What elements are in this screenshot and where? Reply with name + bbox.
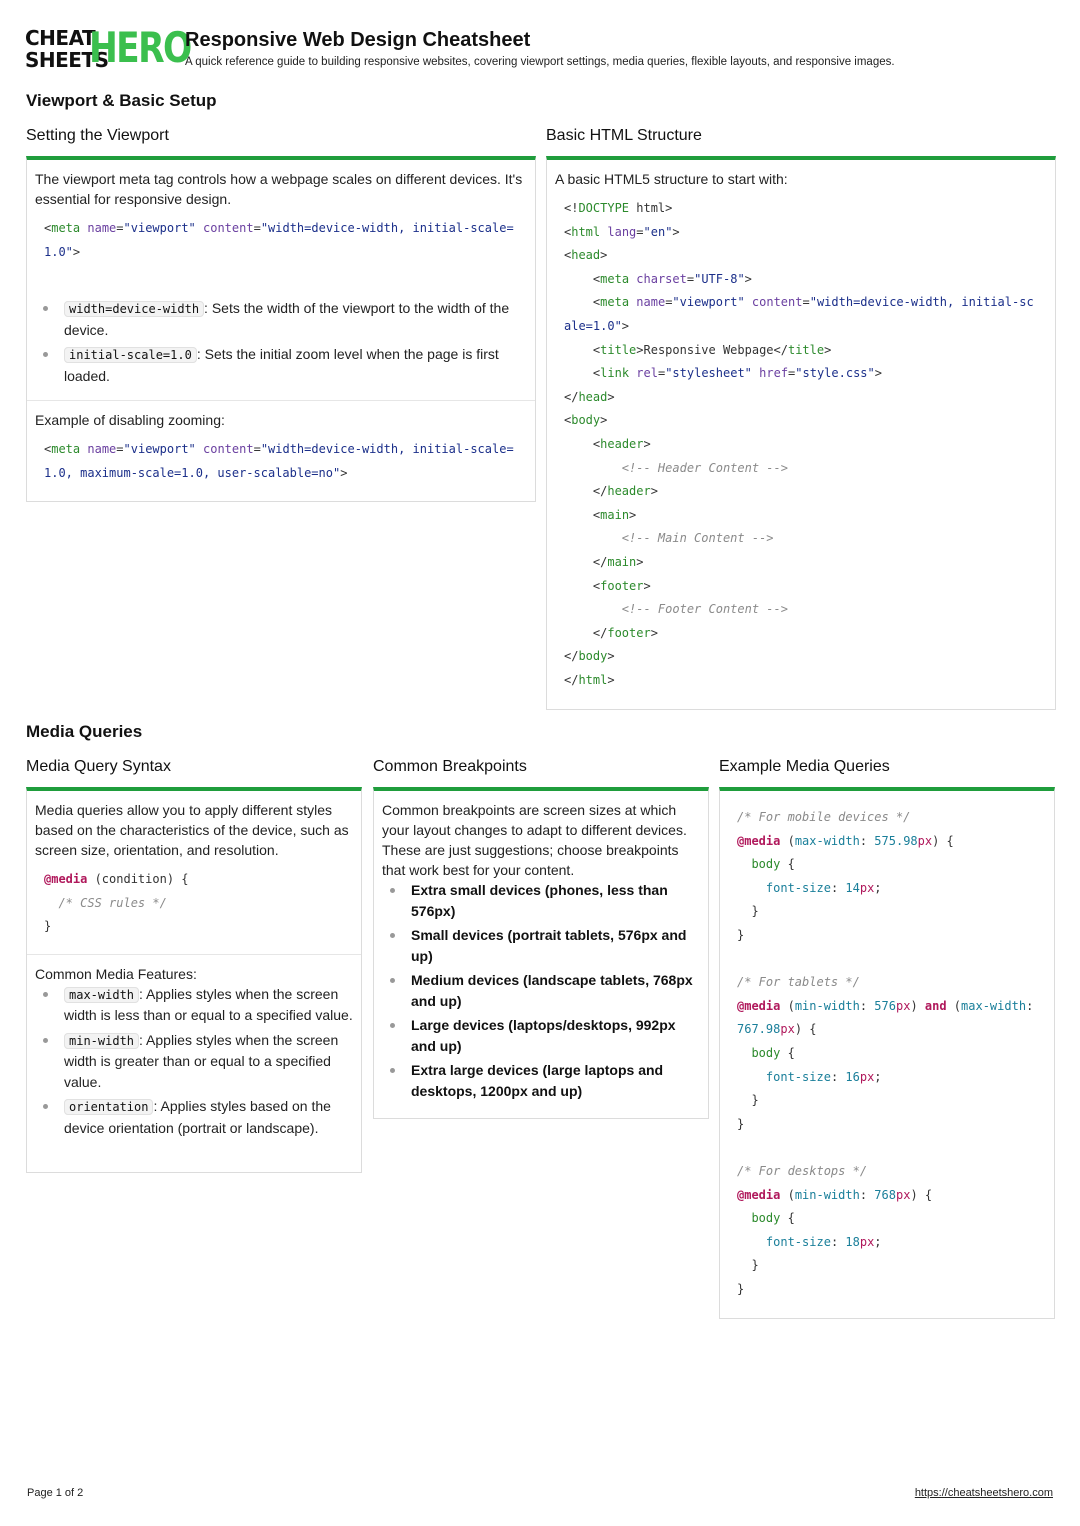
code-token: >	[643, 436, 651, 451]
code-token: }	[44, 919, 52, 934]
code-token: and	[924, 998, 947, 1013]
code-token: {	[787, 1045, 795, 1060]
code-token: >	[629, 507, 637, 522]
logo-cheat-text: CHEAT	[25, 26, 96, 50]
code-token: name	[87, 221, 117, 235]
card-title-setting-viewport: Setting the Viewport	[26, 127, 169, 144]
code-token: >	[607, 672, 615, 687]
code-token: 14	[845, 880, 860, 895]
code-token: min-width	[794, 1187, 860, 1202]
code-token: 16	[845, 1069, 860, 1084]
code-token: max-width	[961, 998, 1027, 1013]
page-title: Responsive Web Design Cheatsheet	[185, 29, 531, 51]
page-number: Page 1 of 2	[27, 1487, 84, 1499]
code-token: px	[859, 1069, 875, 1084]
list-item: min-width : Applies styles when the screen width is greater than or equal to a specified value.	[35, 1030, 353, 1093]
code-token: "viewport"	[123, 221, 196, 235]
code-token: "width=device-width, initial-scale=1.0"	[564, 295, 1034, 333]
code-token: ; } }	[737, 1069, 882, 1131]
code-token: (	[780, 998, 795, 1013]
code-token: "viewport"	[123, 442, 196, 457]
code-token: header	[607, 484, 651, 499]
code-token: title	[787, 342, 825, 357]
code-html-structure	[555, 189, 1047, 697]
code-token: ; } }	[737, 1234, 882, 1296]
breakpoints-block	[374, 791, 708, 1115]
code-token: > <	[592, 248, 608, 286]
code-token: content	[203, 221, 254, 235]
code-token: :	[859, 1187, 875, 1202]
code-token: > <	[592, 484, 658, 522]
code-token: > <	[564, 224, 680, 263]
code-token: >	[72, 244, 81, 259]
code-token: name	[87, 442, 117, 457]
code-token: body	[751, 1045, 781, 1060]
code-token: main	[607, 554, 637, 569]
code-token: > <	[592, 342, 832, 381]
code-token: =	[686, 271, 695, 286]
code-token: <	[44, 442, 52, 457]
code-token: 575.98	[874, 833, 918, 848]
card-title-breakpoints: Common Breakpoints	[373, 758, 527, 775]
code-token: <!-- Main Content -->	[621, 531, 774, 546]
code-token: html	[571, 224, 601, 239]
code-token: body	[571, 413, 601, 428]
code-token: {	[787, 1211, 795, 1226]
code-token: ) {	[910, 1187, 933, 1202]
code-token: title	[600, 342, 637, 357]
inline-code: orientation	[64, 1099, 153, 1115]
code-token: 768	[874, 1187, 896, 1202]
code-token: main	[600, 507, 630, 522]
code-token: @media	[44, 872, 88, 886]
card-breakpoints	[373, 787, 709, 1119]
code-token: DOCTYPE	[578, 201, 630, 215]
code-token: rel	[636, 366, 658, 381]
code-token: meta	[600, 271, 630, 286]
code-token: /* For mobile devices */	[737, 810, 911, 824]
code-token	[196, 221, 203, 235]
logo-sheets-text: SHEETS	[25, 48, 109, 72]
code-token	[196, 442, 203, 456]
code-token: =	[665, 295, 673, 310]
mq-syntax-intro: Media queries allow you to apply different styles based on the characteristics of the device, such as screen size, orientation, and resolution.	[35, 802, 349, 858]
code-token: "width=device-width, initial-scale=1.0"	[44, 221, 514, 259]
code-token: :	[859, 833, 875, 848]
code-token: "stylesheet"	[665, 366, 752, 381]
inline-code: min-width	[64, 1033, 139, 1049]
code-token: > <	[592, 554, 644, 593]
code-token: =	[657, 366, 666, 381]
breakpoints-intro: Common breakpoints are screen sizes at which your layout changes to adapt to different devices. These are just suggestions; choose breakpoints that work best for your content.	[382, 802, 687, 878]
basic-html-intro: A basic HTML5 structure to start with:	[555, 171, 788, 187]
code-token: /* For tablets */	[737, 975, 860, 990]
mq-syntax-block	[27, 791, 361, 954]
code-token: > </	[564, 625, 658, 664]
code-token: =	[253, 442, 261, 457]
code-token: =	[116, 221, 124, 235]
logo-hero-text: HERO	[89, 23, 191, 72]
code-token: "viewport"	[672, 295, 745, 310]
mq-features-label: Common Media Features:	[35, 965, 197, 982]
code-token: px	[895, 998, 911, 1013]
code-token: px	[895, 1187, 911, 1202]
code-token: </	[592, 625, 608, 640]
page-subtitle: A quick reference guide to building responsive websites, covering viewport settings, media queries, flexible layouts, and responsive images.	[185, 56, 895, 68]
code-token: footer	[607, 625, 651, 640]
code-token: /* CSS rules */	[58, 895, 167, 910]
list-item: Extra small devices (phones, less than 576px)	[382, 880, 700, 921]
mq-feature-bullets	[35, 984, 353, 1139]
code-token: footer	[600, 578, 644, 593]
code-token: px	[859, 880, 875, 895]
list-item: Extra large devices (large laptops and desktops, 1200px and up)	[382, 1060, 700, 1101]
code-token: head	[571, 248, 601, 263]
list-item: initial-scale=1.0 : Sets the initial zoom level when the page is first loaded.	[35, 344, 527, 386]
list-item: width=device-width : Sets the width of the viewport to the width of the device.	[35, 298, 527, 340]
section-title-media-queries: Media Queries	[26, 722, 143, 741]
code-token: "en"	[643, 224, 673, 239]
code-token: px	[780, 1022, 795, 1037]
code-token: max-width	[794, 833, 860, 848]
code-token: (	[780, 833, 795, 848]
code-token: :	[1026, 998, 1041, 1013]
code-token: <!	[564, 201, 579, 215]
card-mq-syntax	[26, 787, 362, 1173]
code-token: lang	[607, 224, 637, 239]
list-item: Medium devices (landscape tablets, 768px and up)	[382, 970, 700, 1011]
code-token: <	[44, 221, 52, 235]
code-token: ) {	[794, 1022, 817, 1037]
code-token: name	[636, 295, 666, 310]
card-title-mq-syntax: Media Query Syntax	[26, 758, 171, 775]
code-token: head	[578, 389, 608, 404]
code-token: :	[830, 1069, 846, 1084]
code-token: >	[643, 578, 651, 593]
code-token: body	[578, 649, 608, 664]
code-token: content	[203, 442, 254, 457]
code-token: content	[751, 295, 803, 310]
code-token: :	[859, 998, 875, 1013]
code-token: =	[802, 295, 810, 310]
code-token: 576	[874, 998, 896, 1013]
code-token: meta	[600, 295, 630, 310]
mq-features-block	[27, 954, 361, 1153]
code-token: </	[592, 484, 608, 499]
list-item: Large devices (laptops/desktops, 992px and up)	[382, 1015, 700, 1056]
code-token	[745, 295, 752, 309]
code-token: (	[946, 998, 962, 1013]
inline-code: initial-scale=1.0	[64, 347, 197, 363]
code-token: html	[578, 672, 608, 687]
code-token: >Responsive Webpage</	[636, 342, 788, 357]
examples-block	[720, 791, 1054, 1316]
code-token: charset	[636, 271, 687, 286]
card-title-examples: Example Media Queries	[719, 758, 890, 775]
code-token: ) {	[932, 833, 954, 848]
code-viewport-meta	[35, 209, 527, 294]
card-title-basic-html: Basic HTML Structure	[546, 127, 702, 144]
code-token: "style.css"	[795, 366, 875, 381]
code-token: > </	[564, 366, 882, 404]
code-token: =	[636, 224, 644, 239]
basic-html-block	[547, 160, 1055, 707]
breakpoint-bullets	[382, 880, 700, 1101]
code-token: <!-- Footer Content -->	[621, 602, 788, 617]
code-token: font-size	[765, 1234, 831, 1249]
code-token: "UTF-8"	[694, 271, 745, 286]
code-token: min-width	[794, 998, 860, 1013]
code-token: =	[253, 221, 261, 235]
code-token: header	[600, 436, 644, 451]
inline-code: max-width	[64, 987, 139, 1003]
code-token: @media	[737, 833, 781, 848]
code-token: font-size	[765, 880, 831, 895]
code-token: (condition) {	[94, 872, 189, 886]
viewport-intro: The viewport meta tag controls how a webpage scales on different devices. It's essential for responsive design.	[35, 171, 523, 207]
code-token: /* For desktops */	[737, 1163, 868, 1178]
code-token: :	[830, 1234, 846, 1249]
code-mq-examples	[728, 800, 1046, 1306]
code-token: =	[116, 442, 124, 457]
code-token: meta	[51, 221, 81, 235]
code-token: (	[780, 1187, 795, 1202]
list-item: orientation : Applies styles based on the device orientation (portrait or landscape).	[35, 1096, 353, 1138]
code-token: link	[600, 366, 630, 381]
code-mq-syntax	[35, 860, 353, 944]
code-token: > </	[564, 649, 615, 687]
code-token: > <	[592, 271, 752, 310]
code-token: {	[787, 857, 795, 872]
code-token: )	[910, 998, 925, 1013]
code-viewport-nozoom	[35, 430, 527, 490]
viewport-bullets	[35, 298, 527, 386]
card-examples	[719, 787, 1055, 1319]
code-token: @media	[737, 1187, 781, 1202]
list-item: max-width : Applies styles when the screen width is less than or equal to a specified value.	[35, 984, 353, 1026]
code-token: >	[340, 465, 348, 480]
cheatsheetshero-logo	[25, 23, 191, 72]
nozoom-block	[27, 400, 535, 500]
code-token: > <	[592, 413, 608, 451]
code-token: =	[788, 366, 796, 381]
code-token: href	[759, 366, 789, 381]
code-token: 18	[845, 1234, 860, 1249]
code-token: "width=device-width, initial-scale=1.0, maximum-scale=1.0, user-scalable=no"	[44, 442, 514, 480]
code-token: meta	[51, 442, 81, 457]
code-token: <!-- Header Content -->	[621, 460, 788, 475]
section-title-viewport: Viewport & Basic Setup	[26, 91, 217, 110]
code-token: :	[830, 880, 846, 895]
code-token: px	[917, 833, 933, 848]
nozoom-label: Example of disabling zooming:	[35, 412, 225, 429]
code-token: > <	[592, 318, 630, 357]
code-token: body	[751, 1211, 781, 1226]
site-link[interactable]: https://cheatsheetshero.com	[914, 1487, 1053, 1499]
code-token: > <	[564, 389, 615, 428]
inline-code: width=device-width	[64, 301, 204, 317]
code-token: </	[592, 554, 608, 569]
code-token: 767.98	[737, 1022, 781, 1037]
code-token: body	[751, 857, 781, 872]
card-setting-viewport	[26, 156, 536, 502]
code-token: ; } }	[737, 880, 882, 942]
code-token: px	[859, 1234, 875, 1249]
viewport-block	[27, 160, 535, 400]
code-token: font-size	[765, 1069, 831, 1084]
code-token: html> <	[564, 201, 673, 239]
card-basic-html	[546, 156, 1056, 710]
list-item: Small devices (portrait tablets, 576px and up)	[382, 925, 700, 966]
code-token: @media	[737, 998, 781, 1013]
